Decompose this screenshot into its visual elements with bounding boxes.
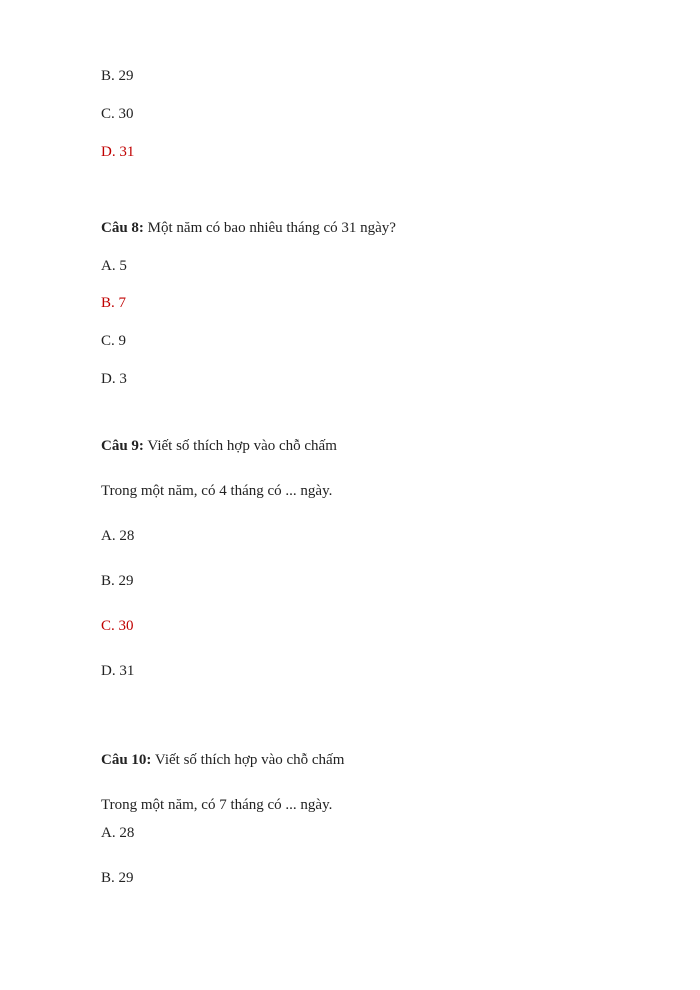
q10-option-a: A. 28 [101,825,135,841]
q7-option-c: C. 30 [101,106,134,122]
q9-prompt: Trong một năm, có 4 tháng có ... ngày. [101,483,333,499]
q10-option-b: B. 29 [101,870,134,886]
q8-question [101,219,396,237]
q8-option-a: A. 5 [101,258,127,274]
q9-text: Viết số thích hợp vào chỗ chấm [143,438,337,454]
q7-option-b: B. 29 [101,68,134,84]
q8-label: Câu 8: [101,220,144,236]
q7-option-d-correct: D. 31 [101,144,135,160]
q9-question [101,437,337,455]
q9-option-a: A. 28 [101,528,135,544]
q10-prompt: Trong một năm, có 7 tháng có ... ngày. [101,797,333,813]
q8-text: Một năm có bao nhiêu tháng có 31 ngày? [143,220,396,236]
q8-option-c: C. 9 [101,333,127,349]
q9-option-c-correct: C. 30 [101,618,134,634]
q10-text: Viết số thích hợp vào chỗ chấm [151,752,345,768]
q9-option-b: B. 29 [101,573,134,589]
q8-option-b-correct: B. 7 [101,295,127,311]
q8-option-d: D. 3 [101,371,127,387]
q9-label: Câu 9: [101,438,144,454]
q10-label: Câu 10: [101,752,152,768]
q9-option-d: D. 31 [101,663,135,679]
q10-question [101,751,344,769]
